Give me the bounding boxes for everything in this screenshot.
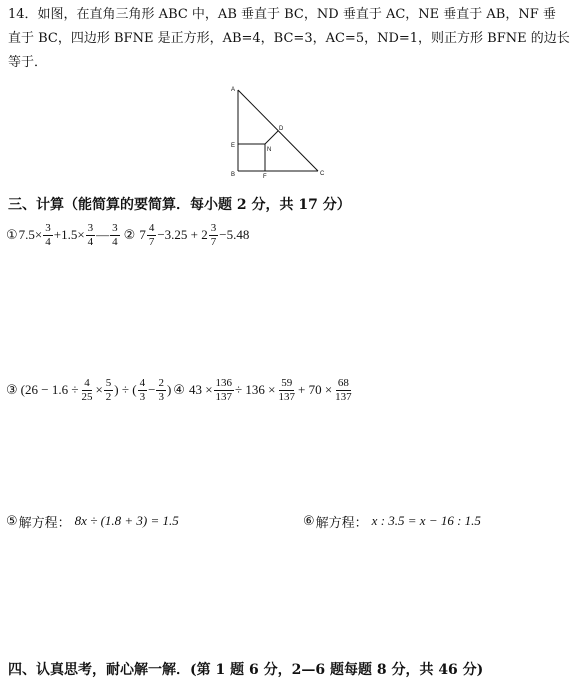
q6-label: 解方程： <box>315 514 368 530</box>
question-4-marker: ④ <box>173 382 185 398</box>
triangle-figure <box>226 82 330 180</box>
q4-term-3: + 70 × <box>298 382 333 397</box>
q3-term-1: (26 − 1.6 ÷ <box>20 382 79 397</box>
question-5-marker: ⑤ <box>6 513 18 529</box>
label-b: B <box>231 172 236 178</box>
q3-fraction-2: $\frac{5}{2}$ <box>105 376 112 403</box>
side-ac <box>238 90 318 171</box>
section-4-heading: 四、认真思考，耐心解一解．(第 1 题 6 分，2—6 题每题 8 分，共 46 分) <box>8 662 484 678</box>
question-1-2-row <box>6 221 249 249</box>
q3-term-2: × <box>95 382 103 397</box>
label-n: N <box>267 147 272 153</box>
q3-fraction-3: $\frac{4}{3}$ <box>139 376 146 403</box>
label-e: E <box>231 143 236 149</box>
question-6-marker: ⑥ <box>303 513 315 529</box>
question-5-row <box>6 510 179 532</box>
q1-term-1: 7.5× <box>18 227 43 242</box>
label-c: C <box>320 171 325 177</box>
q4-term-1: 43 × <box>188 382 213 397</box>
q3-fraction-4: $\frac{2}{3}$ <box>158 376 164 403</box>
q1-term-2: +1.5× <box>53 227 85 242</box>
q3-fraction-1: $\frac{4}{25}$ <box>81 376 93 403</box>
q1-fraction-1: $\frac{3}{4}$ <box>45 221 51 248</box>
label-f: F <box>263 174 267 180</box>
q4-fraction-2: $\frac{59}{137}$ <box>278 376 295 403</box>
problem-14-line-3: 等于． <box>8 55 48 70</box>
q2-whole-1: 7 <box>139 227 146 242</box>
question-6-row <box>303 510 481 532</box>
q3-term-5: ) <box>166 382 172 397</box>
q5-label: 解方程： <box>18 514 71 530</box>
q4-fraction-3: $\frac{68}{137}$ <box>335 376 352 403</box>
question-3-4-row <box>6 374 355 406</box>
label-a: A <box>231 87 236 93</box>
q2-fraction-1: $\frac{4}{7}$ <box>148 221 155 248</box>
q2-term-1: −3.25 + 2 <box>157 227 208 242</box>
q1-fraction-2: $\frac{3}{4}$ <box>87 221 94 248</box>
label-d: D <box>279 126 284 132</box>
q5-equation: 8x ÷ (1.8 + 3) = 1.5 <box>74 513 179 528</box>
question-3-marker: ③ <box>6 382 18 398</box>
q4-term-2: ÷ 136 × <box>235 382 276 397</box>
q1-term-3: — <box>96 227 110 242</box>
q4-fraction-1: $\frac{136}{137}$ <box>215 376 233 403</box>
question-2-marker: ② <box>123 227 136 243</box>
segment-nd <box>265 131 278 144</box>
problem-14-line-1: 14．如图，在直角三角形 ABC 中，AB 垂直于 BC，ND 垂直于 AC，NE 垂直于 AB，NF 垂 <box>8 7 556 22</box>
q3-term-3: ) ÷ ( <box>114 382 137 397</box>
q2-term-2: −5.48 <box>219 227 250 242</box>
q2-fraction-2: $\frac{3}{7}$ <box>210 221 217 248</box>
question-1-marker: ① <box>6 227 18 243</box>
q6-equation: x : 3.5 = x − 16 : 1.5 <box>371 513 481 528</box>
section-3-heading: 三、计算（能简算的要简算．每小题 2 分，共 17 分） <box>8 197 351 213</box>
problem-14-line-2: 直于 BC，四边形 BFNE 是正方形，AB=4，BC=3，AC=5，ND=1，则正方形 BFNE 的边长 <box>8 31 570 46</box>
q1-fraction-3: $\frac{3}{4}$ <box>112 221 118 248</box>
q3-term-4: − <box>148 382 156 397</box>
